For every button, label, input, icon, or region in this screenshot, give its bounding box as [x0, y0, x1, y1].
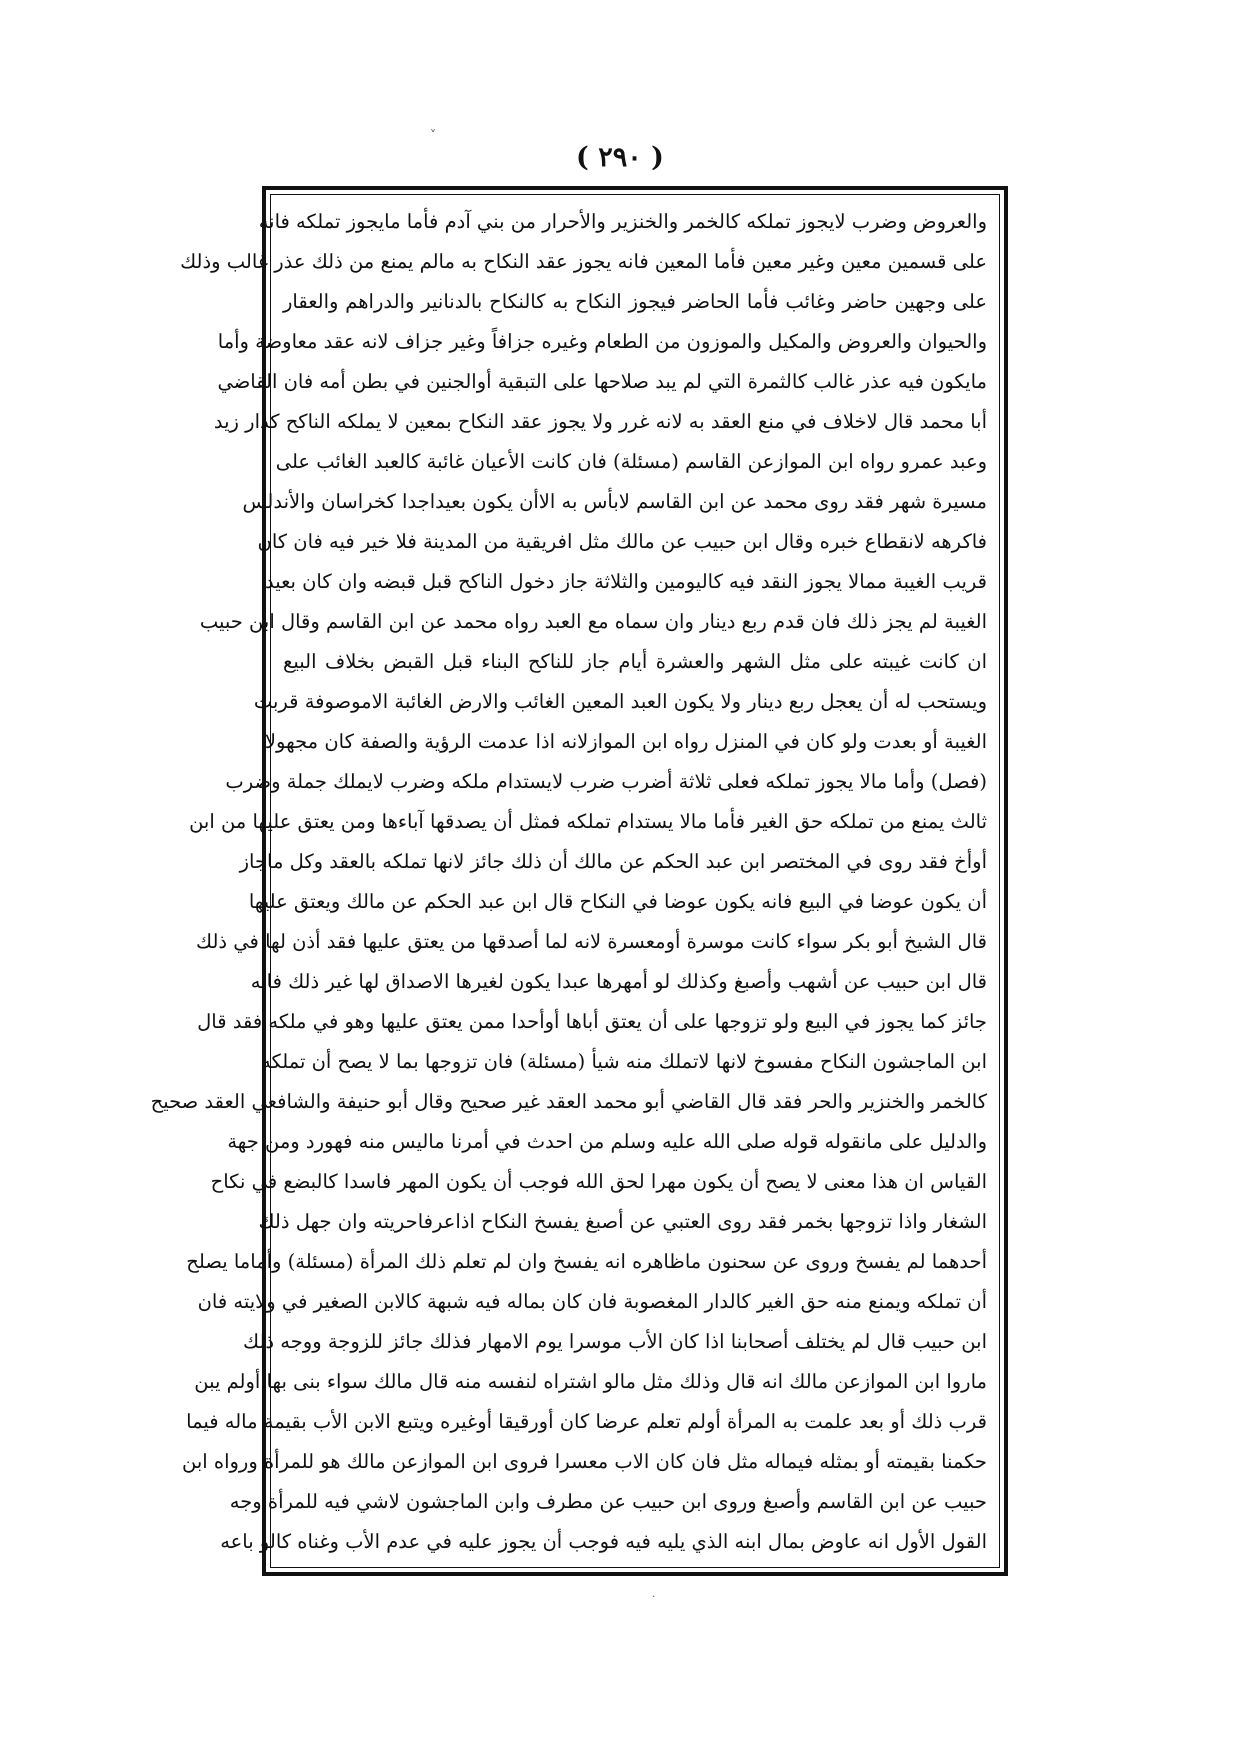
text-line: ماروا ابن الموازعن مالك انه قال وذلك مثل مالو اشتراه لنفسه منه قال مالك سواء بنى بها أولم يبن [194, 1370, 987, 1393]
text-line: القول الأول انه عاوض بمال ابنه الذي يليه فيه فوجب أن يجوز عليه في عدم الأب وغناه كالو باعه [220, 1530, 987, 1553]
text-line: ابن الماجشون النكاح مفسوخ لانها لاتملك منه شيأ (مسئلة) فان تزوجها بما لا يصح أن تملكه [261, 1050, 987, 1073]
text-line: أن يكون عوضا في البيع فانه يكون عوضا في النكاح قال ابن عبد الحكم عن مالك ويعتق عليها [248, 890, 987, 913]
page-number: ( ٢٩٠ ) [576, 142, 664, 173]
stray-mark-top: ˅ [430, 128, 436, 142]
text-line: أوأخ فقد روى في المختصر ابن عبد الحكم عن مالك أن ذلك جائز لانها تملكه بالعقد وكل ماجاز [239, 850, 987, 873]
text-line: حكمنا بقيمته أو بمثله فيماله مثل فان كان الاب معسرا فروى ابن الموازعن مالك هو للمرأة ورواه ابن [181, 1450, 987, 1473]
text-line: القياس ان هذا معنى لا يصح أن يكون مهرا لحق الله فوجب أن يكون المهر فاسدا كالبضع في نكاح [210, 1170, 987, 1193]
text-line: ثالث يمنع من تملكه حق الغير فأما مالا يستدام تملكه فمثل أن يصدقها آباءها ومن يعتق عليها من ابن [189, 810, 987, 833]
text-line: على وجهين حاضر وغائب فأما الحاضر فيجوز النكاح به كالنكاح بالدنانير والدراهم والعقار [283, 290, 987, 313]
text-line: كالخمر والخنزير والحر فقد قال القاضي أبو محمد العقد غير صحيح وقال أبو حنيفة والشافعي العقد صحيح [150, 1090, 987, 1113]
text-line: أحدهما لم يفسخ وروى عن سحنون ماظاهره انه يفسخ وان لم تعلم ذلك المرأة (مسئلة) وأماما يصلح [186, 1250, 987, 1273]
text-line: مايكون فيه عذر غالب كالثمرة التي لم يبد صلاحها على التبقية أوالجنين في بطن أمه فان القاضي [217, 370, 987, 393]
text-line: والدليل على مانقوله قوله صلى الله عليه وسلم من احدث في أمرنا ماليس منه فهورد ومن جهة [227, 1130, 987, 1153]
text-line: أن تملكه ويمنع منه حق الغير كالدار المغصوبة فان كان بماله فيه شبهة كالابن الصغير في ولايته فان [197, 1290, 987, 1313]
text-line: قريب الغيبة ممالا يجوز النقد فيه كاليومين والثلاثة جاز دخول الناكح قبل قبضه وان كان بعيد [264, 570, 987, 593]
text-line: الغيبة لم يجز ذلك فان قدم ربع دينار وان سماه مع العبد رواه محمد عن ابن القاسم وقال ابن حبيب [199, 610, 987, 633]
text-line: الشغار واذا تزوجها بخمر فقد روى العتبي عن أصبغ يفسخ النكاح اذاعرفاحريته وان جهل ذلك [258, 1210, 987, 1233]
text-line: حبيب عن ابن القاسم وأصبغ وروى ابن حبيب عن مطرف وابن الماجشون لاشي فيه للمرأة وجه [229, 1490, 987, 1513]
text-line: ان كانت غيبته على مثل الشهر والعشرة أيام جاز للناكح البناء قبل القبض بخلاف البيع [283, 650, 987, 673]
text-line: (فصل) وأما مالا يجوز تملكه فعلى ثلاثة أضرب ضرب لايستدام ملكه وضرب لايملك جملة وضرب [225, 770, 987, 793]
text-line: فاكرهه لانقطاع خبره وقال ابن حبيب عن مالك مثل افريقية من المدينة فلا خير فيه فان كان [257, 530, 987, 553]
text-line: جائز كما يجوز في البيع ولو تزوجها على أن يعتق أباها أوأحدا ممن يعتق عليها وهو في ملكه فقد قال [197, 1010, 987, 1033]
text-line: وعبد عمرو رواه ابن الموازعن القاسم (مسئلة) فان كانت الأعيان غائبة كالعبد الغائب على [275, 450, 987, 473]
text-line: والعروض وضرب لايجوز تملكه كالخمر والخنزير والأحرار من بني آدم فأما مايجوز تملكه فانه [258, 210, 987, 233]
text-line: مسيرة شهر فقد روى محمد عن ابن القاسم لابأس به الاأن يكون بعيداجدا كخراسان والأندلس [242, 490, 987, 513]
text-line: أبا محمد قال لاخلاف في منع العقد به لانه غرر ولا يجوز عقد النكاح بمعين لا يملكه الناكح كدار زيد [213, 410, 987, 433]
text-frame [150, 194, 1000, 1568]
text-line: قرب ذلك أو بعد علمت به المرأة أولم تعلم عرضا كان أورقيقا أوغيره ويتبع الابن الأب بقيمة ماله فيما [186, 1410, 987, 1433]
text-line: ابن حبيب قال لم يختلف أصحابنا اذا كان الأب موسرا يوم الامهار فذلك جائز للزوجة ووجه ذلك [243, 1330, 987, 1353]
text-line: قال الشيخ أبو بكر سواء كانت موسرة أومعسرة لانه لما أصدقها من يعتق عليها فقد أذن لها في ذلك [196, 930, 987, 953]
text-line: ويستحب له أن يعجل ربع دينار ولا يكون العبد المعين الغائب والارض الغائبة الاموصوفة قربت [253, 690, 987, 713]
text-line: الغيبة أو بعدت ولو كان في المنزل رواه ابن الموازلانه اذا عدمت الرؤية والصفة كان مجهولا [264, 730, 987, 753]
stray-mark-bottom: · [652, 1592, 656, 1603]
text-line: والحيوان والعروض والمكيل والموزون من الطعام وغيره جزافاً وغير جزاف لانه عقد معاوضة وأما [217, 330, 987, 353]
text-line: على قسمين معين وغير معين فأما المعين فانه يجوز عقد النكاح به مالم يمنع من ذلك عذر غالب وذلك [180, 250, 987, 273]
text-line: قال ابن حبيب عن أشهب وأصبغ وكذلك لو أمهرها عبدا يكون لغيرها الاصداق لها غير ذلك فانه [250, 970, 987, 993]
